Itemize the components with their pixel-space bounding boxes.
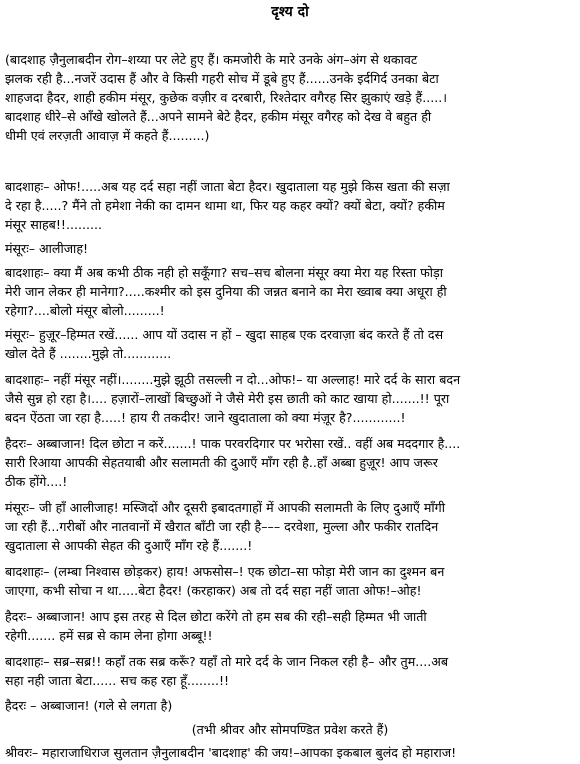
stage-direction-line: बादशाह धीरे–से आँखे खोलते हैं...अपने सामने बेटे हैदर, हकीम मंसूर वगैरह को देख वे बहुत ही <box>5 109 432 124</box>
dialogue-line: बादशाहः– नहीं मंसूर नहीं।........मुझे झूठी तसल्ली न दो...ओफ!– या अल्लाह! मारे दर्द के सारा बदन <box>5 372 461 387</box>
dialogue-line: बादशाहः– (लम्बा निश्वास छोड़कर) हाय! अफसोस–! एक छोटा–सा फोड़ा मेरी जान का दुश्मन बन <box>5 564 445 579</box>
dialogue-line: ठीक होंगे....! <box>5 474 68 489</box>
dialogue-line: खोल देते हैं ........मुझे तो............ <box>5 346 172 361</box>
dialogue-line: जैसे सुन्न हो रहा है।.... हज़ारों–लाखों बिच्छुओं ने जैसे मेरी इस छाती को काट खाया हो.......!! पूरा <box>5 391 450 406</box>
dialogue-line: हैदरः – अब्बाजान! (गले से लगता है) <box>5 698 173 713</box>
dialogue-line: बादशाहः– ओफ!.....अब यह दर्द सहा नहीं जाता बेटा हैदर। खुदाताला यह मुझे किस खता की सज़ा <box>5 179 450 194</box>
dialogue-line: मंसूरः– हुज़ूर–हिम्मत रखें...... आप यों उदास न हों – खुदा साहब एक दरवाज़ा बंद करते हैं तो दस <box>5 327 444 342</box>
dialogue-line: सारी रिआया आपकी सेहतयाबी और सलामती की दुआएँ माँग रही है..हाँ अब्बा हुज़ूर! आप जरूर <box>5 455 438 470</box>
scene-title: दृश्य दो <box>271 4 309 20</box>
stage-direction-line: झलक रही है...नजरें उदास हैं और वे किसी गहरी सोच में डूबे हुए हैं......उनके इर्दगिर्द उनका बेटा <box>5 71 439 86</box>
dialogue-line: बादशाहः– सब्र–सब्र!! कहाँ तक सब्र करूँ? यहाँ तो मारे दर्द के जान निकल रही है– और तुम....अब <box>5 654 449 669</box>
dialogue-line: जा रही हैं...गरीबों और नातवानों में खैरात बाँटी जा रही है––– दरवेशा, मुल्ला और फकीर रातदिन <box>5 519 439 534</box>
stage-direction-line: (तभी श्रीवर और सोमपण्डित प्रवेश करते हैं) <box>191 722 389 737</box>
dialogue-line: बादशाहः– क्या मैं अब कभी ठीक नही हो सकूँगा? सच–सच बोलना मंसूर क्या मेरा यह रिस्ता फोड़ा <box>5 265 444 280</box>
stage-direction-line: धीमी एवं लरज़ती आवाज़ में कहते हैं.........) <box>5 128 210 143</box>
dialogue-line: मंसूरः– आलीजाह! <box>5 241 89 256</box>
dialogue-line: हैदरः– अब्बाजान! दिल छोटा न करें.......! पाक परवरदिगार पर भरोसा रखें.. वहीं अब मददगार है.... <box>5 436 461 451</box>
dialogue-line: सहा नही जाता बेटा...... सच कह रहा हूँ........!! <box>5 673 230 688</box>
dialogue-line: रहेगा?....बोलो मंसूर बोलो.........! <box>5 303 165 318</box>
dialogue-line: मेरी जान लेकर ही मानेगा?.....कश्मीर को इस दुनिया की जन्नत बनाने का मेरा ख्वाब क्या अधूरा ही <box>5 284 447 299</box>
dialogue-line: श्रीवरः– महाराजाधिराज सुलतान ज़ैनुलाबदीन 'बादशाह' की जय!–आपका इकबाल बुलंद हो महाराज! <box>5 745 457 760</box>
stage-direction-line: शाहजदा हैदर, शाही हकीम मंसूर, कुछेक वज़ीर व दरबारी, रिश्तेदार वगैरह सिर झुकाएं खड़े हैं.....। <box>5 90 447 105</box>
dialogue-line: जाएगा, कभी सोचा न था.....बेटा हैदर! (करहाकर) अब तो दर्द सहा नहीं जाता ओफ!–ओह! <box>5 583 422 598</box>
dialogue-line: दे रहा है.....? मैंने तो हमेशा नेकी का दामन थामा था, फिर यह कहर क्यों? क्यों बेटा, क्यों? हकीम <box>5 198 445 213</box>
dialogue-line: हैदरः– अब्बाजान! आप इस तरह से दिल छोटा करेंगे तो हम सब की रही–सही हिम्मत भी जाती <box>5 609 427 624</box>
dialogue-line: मंसूरः– जी हाँ आलीजाह! मस्जिदों और दूसरी इबादतगाहों में आपकी सलामती के लिए दुआएँ माँगी <box>5 500 445 515</box>
dialogue-line: मंसूर साहब!!......... <box>5 217 102 232</box>
dialogue-line: खुदाताला से आपकी सेहत की दुआएँ माँग रहे हैं.......! <box>5 538 253 553</box>
stage-direction-line: (बादशाह ज़ैनुलाबदीन रोग–शय्या पर लेटे हुए हैं। कमजोरी के मारे उनके अंग–अंग से थकावट <box>5 52 418 67</box>
dialogue-line: बदन ऐंठता जा रहा है.....! हाय री तकदीर! जाने खुदाताला को क्या मंज़ूर है?............! <box>5 410 406 425</box>
dialogue-line: रहेगी....... हमें सब्र से काम लेना होगा अब्बू!! <box>5 628 213 643</box>
